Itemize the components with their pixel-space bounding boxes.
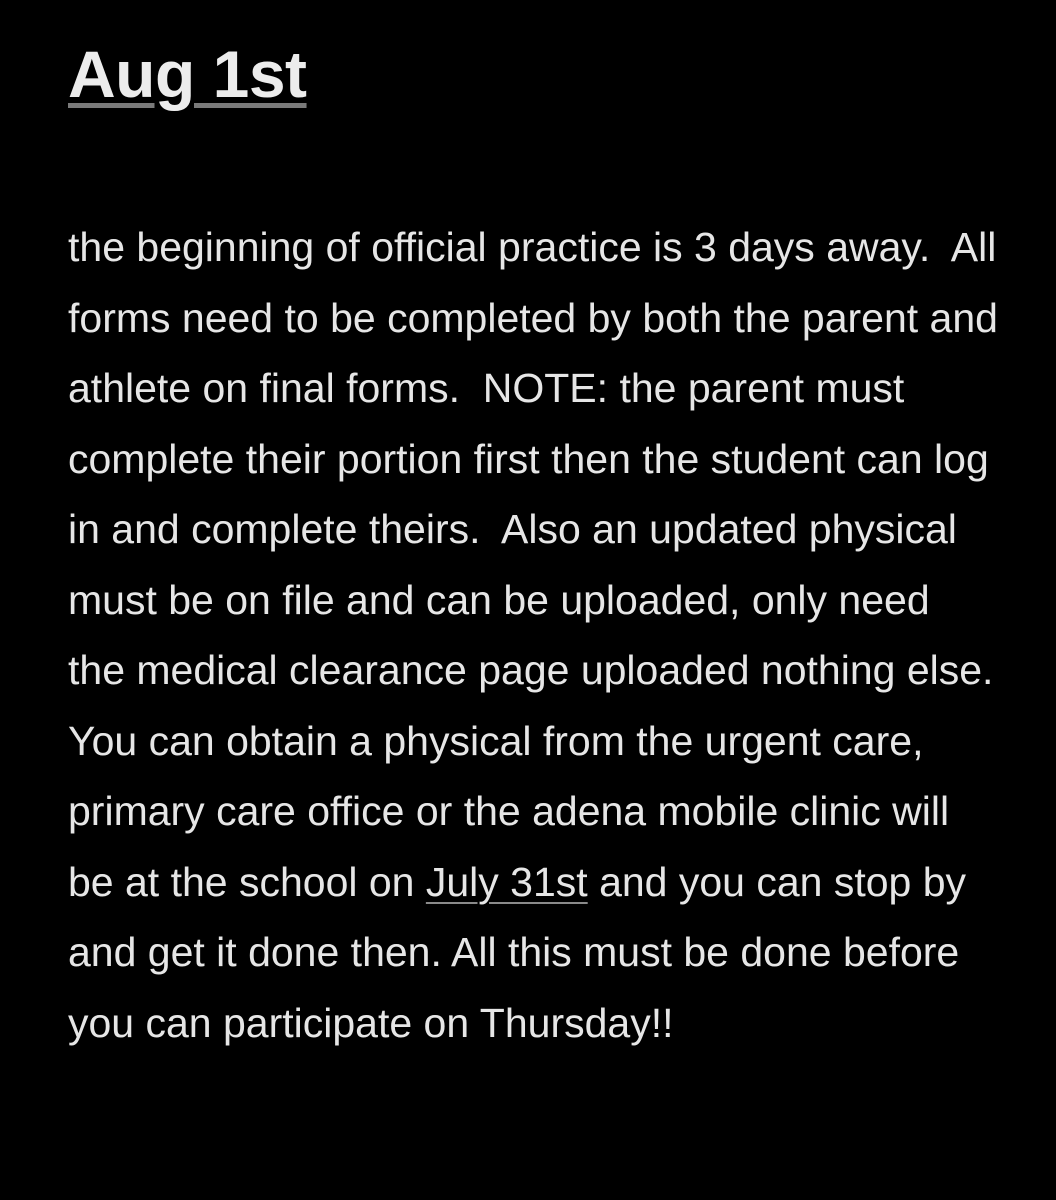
date-link-july-31st[interactable]: July 31st	[425, 858, 588, 905]
note-body-text-part2: and you can stop by and get it done then. All this must be done before you can participate on Thursday!!	[68, 858, 978, 1046]
note-body	[68, 212, 1016, 1058]
note-body-text-part1: the beginning of official practice is 3 days away. All forms need to be completed by both the parent and athlete on final forms. NOTE: the parent must complete their portion first then the student can log in and complete theirs. Also an updated physical must be on file and can be uploaded, only need the medical clearance page uploaded nothing else. You can obtain a physical from the urgent care, primary care office or the adena mobile clinic will be at the school on	[68, 224, 1016, 905]
previous-line-cut-off	[240, 0, 480, 4]
note-heading-date[interactable]: Aug 1st	[68, 37, 307, 111]
